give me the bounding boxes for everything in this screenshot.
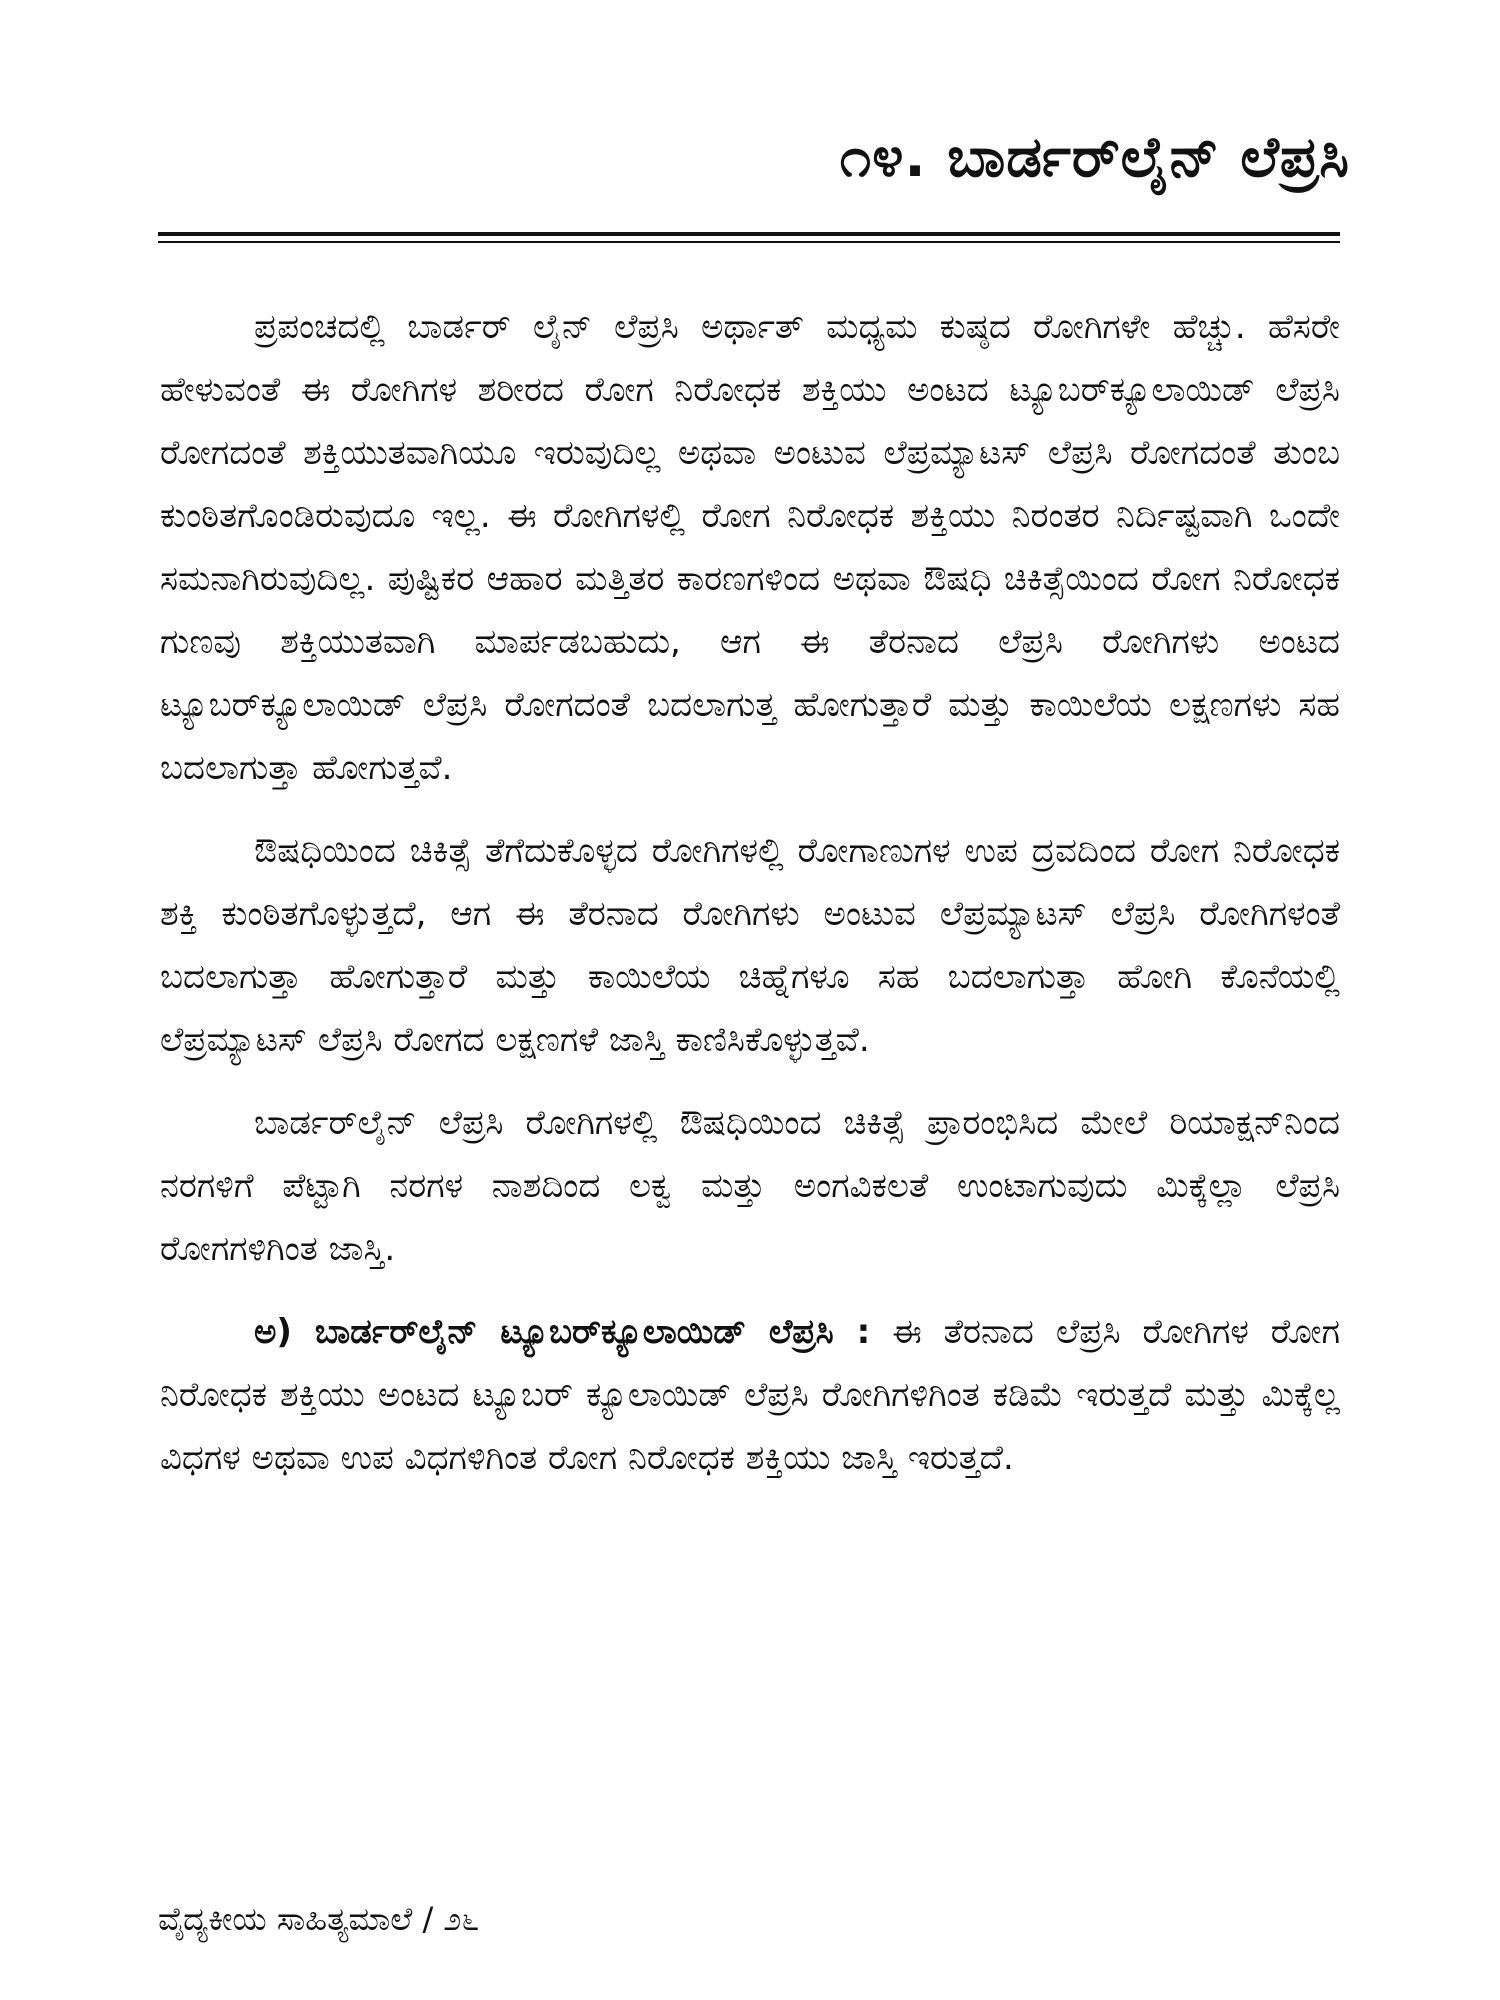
title-rule-thick [158,232,1340,236]
subsection-text: ಈ ತೆರನಾದ ಲೆಪ್ರಸಿ ರೋಗಿಗಳ ರೋಗ ನಿರೋಧಕ ಶಕ್ತಿಯು ಅಂಟದ ಟ್ಯೂಬರ್ ಕ್ಯೂಲಾಯಿಡ್ ಲೆಪ್ರಸಿ ರೋಗಿಗಳಿಗಿಂತ ಕಡಿಮೆ ಇರುತ್ತದೆ ಮತ್ತು ಮಿಕ್ಕೆಲ್ಲ ವಿಧಗಳ ಅಥವಾ ಉಪ ವಿಧಗಳಿಗಿಂತ ರೋಗ ನಿರೋಧಕ ಶಕ್ತಿಯು ಜಾಸ್ತಿ ಇರುತ್ತದೆ. [160,1312,1340,1478]
body-text [160,296,1340,1510]
page-footer: ವೈದ್ಯಕೀಯ ಸಾಹಿತ್ಯಮಾಲೆ / ೨೬ [158,1900,480,1938]
title-rule-thin [158,241,1340,243]
subsection-heading: ಅ) ಬಾರ್ಡರ್‌ಲೈನ್ ಟ್ಯೂಬರ್‌ಕ್ಯೂಲಾಯಿಡ್ ಲೆಪ್ರಸಿ : [254,1312,871,1352]
subsection-paragraph [160,1301,1340,1490]
paragraph-2: ಔಷಧಿಯಿಂದ ಚಿಕಿತ್ಸೆ ತೆಗೆದುಕೊಳ್ಳದ ರೋಗಿಗಳಲ್ಲಿ ರೋಗಾಣುಗಳ ಉಪ ದ್ರವದಿಂದ ರೋಗ ನಿರೋಧಕ ಶಕ್ತಿ ಕುಂಠಿತಗೊಳ್ಳುತ್ತದೆ, ಆಗ ಈ ತೆರನಾದ ರೋಗಿಗಳು ಅಂಟುವ ಲೆಪ್ರಮ್ಯಾಟಸ್ ಲೆಪ್ರಸಿ ರೋಗಿಗಳಂತೆ ಬದಲಾಗುತ್ತಾ ಹೋಗುತ್ತಾರೆ ಮತ್ತು ಕಾಯಿಲೆಯ ಚಿಹ್ನೆಗಳೂ ಸಹ ಬದಲಾಗುತ್ತಾ ಹೋಗಿ ಕೊನೆಯಲ್ಲಿ ಲೆಪ್ರಮ್ಯಾಟಸ್ ಲೆಪ್ರಸಿ ರೋಗದ ಲಕ್ಷಣಗಳೆ ಜಾಸ್ತಿ ಕಾಣಿಸಿಕೊಳ್ಳುತ್ತವೆ. [160,831,1340,1060]
paragraph-3: ಬಾರ್ಡರ್‌ಲೈನ್ ಲೆಪ್ರಸಿ ರೋಗಿಗಳಲ್ಲಿ ಔಷಧಿಯಿಂದ ಚಿಕಿತ್ಸೆ ಪ್ರಾರಂಭಿಸಿದ ಮೇಲೆ ರಿಯಾಕ್ಷನ್‌ನಿಂದ ನರಗಳಿಗೆ ಪೆಟ್ಟಾಗಿ ನರಗಳ ನಾಶದಿಂದ ಲಕ್ವ ಮತ್ತು ಅಂಗವಿಕಲತೆ ಉಂಟಾಗುವುದು ಮಿಕ್ಕೆಲ್ಲಾ ಲೆಪ್ರಸಿ ರೋಗಗಳಿಗಿಂತ ಜಾಸ್ತಿ. [160,1103,1340,1269]
paragraph-1: ಪ್ರಪಂಚದಲ್ಲಿ ಬಾರ್ಡರ್ ಲೈನ್ ಲೆಪ್ರಸಿ ಅರ್ಥಾತ್ ಮಧ್ಯಮ ಕುಷ್ಠದ ರೋಗಿಗಳೇ ಹೆಚ್ಚು. ಹೆಸರೇ ಹೇಳುವಂತೆ ಈ ರೋಗಿಗಳ ಶರೀರದ ರೋಗ ನಿರೋಧಕ ಶಕ್ತಿಯು ಅಂಟದ ಟ್ಯೂಬರ್‌ಕ್ಯೂಲಾಯಿಡ್ ಲೆಪ್ರಸಿ ರೋಗದಂತೆ ಶಕ್ತಿಯುತವಾಗಿಯೂ ಇರುವುದಿಲ್ಲ ಅಥವಾ ಅಂಟುವ ಲೆಪ್ರಮ್ಯಾಟಸ್ ಲೆಪ್ರಸಿ ರೋಗದಂತೆ ತುಂಬ ಕುಂಠಿತಗೊಂಡಿರುವುದೂ ಇಲ್ಲ. ಈ ರೋಗಿಗಳಲ್ಲಿ ರೋಗ ನಿರೋಧಕ ಶಕ್ತಿಯು ನಿರಂತರ ನಿರ್ದಿಷ್ಟವಾಗಿ ಒಂದೇ ಸಮನಾಗಿರುವುದಿಲ್ಲ. ಪುಷ್ಟಿಕರ ಆಹಾರ ಮತ್ತಿತರ ಕಾರಣಗಳಿಂದ ಅಥವಾ ಔಷಧಿ ಚಿಕಿತ್ಸೆಯಿಂದ ರೋಗ ನಿರೋಧಕ ಗುಣವು ಶಕ್ತಿಯುತವಾಗಿ ಮಾರ್ಪಡಬಹುದು, ಆಗ ಈ ತೆರನಾದ ಲೆಪ್ರಸಿ ರೋಗಿಗಳು ಅಂಟದ ಟ್ಯೂಬರ್‌ಕ್ಯೂಲಾಯಿಡ್ ಲೆಪ್ರಸಿ ರೋಗದಂತೆ ಬದಲಾಗುತ್ತ ಹೋಗುತ್ತಾರೆ ಮತ್ತು ಕಾಯಿಲೆಯ ಲಕ್ಷಣಗಳು ಸಹ ಬದಲಾಗುತ್ತಾ ಹೋಗುತ್ತವೆ. [160,307,1340,788]
chapter-title: ೧೪. ಬಾರ್ಡರ್‌ಲೈನ್ ಲೆಪ್ರಸಿ [839,125,1350,190]
